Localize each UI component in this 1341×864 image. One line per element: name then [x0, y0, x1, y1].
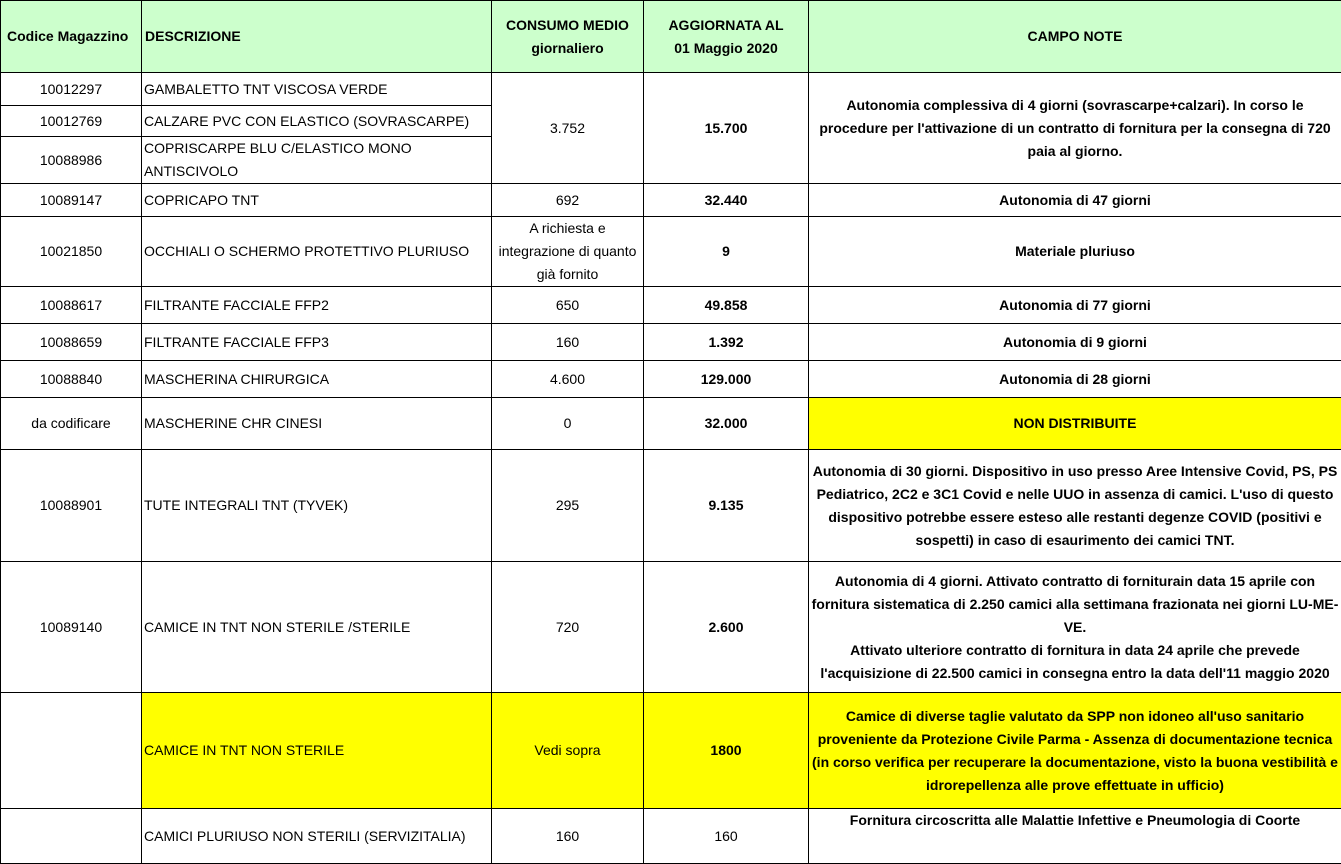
cell-description[interactable]: CAMICE IN TNT NON STERILE /STERILE	[142, 562, 492, 693]
cell-consumption[interactable]: 720	[492, 562, 644, 693]
note-paragraph: Attivato ulteriore contratto di fornitura in data 24 aprile che prevede l'acquisizione di 22.500 camici in consegna entro la data dell'11 maggio 2020	[820, 642, 1329, 681]
cell-note-highlighted[interactable]: NON DISTRIBUITE	[809, 398, 1341, 450]
cell-description[interactable]: COPRISCARPE BLU C/ELASTICO MONO ANTISCIVOLO	[142, 137, 492, 184]
table-row	[1, 73, 1341, 106]
cell-note[interactable]: Autonomia di 28 giorni	[809, 361, 1341, 398]
cell-quantity[interactable]: 2.600	[644, 562, 809, 693]
cell-note[interactable]: Autonomia complessiva di 4 giorni (sovrascarpe+calzari). In corso le procedure per l'attivazione di un contratto di fornitura per la consegna di 720 paia al giorno.	[809, 73, 1341, 184]
cell-description-highlighted[interactable]: CAMICE IN TNT NON STERILE	[142, 693, 492, 809]
cell-code[interactable]: 10088986	[1, 137, 142, 184]
header-consumption[interactable]	[492, 1, 644, 73]
header-notes[interactable]: CAMPO NOTE	[809, 1, 1341, 73]
cell-note-highlighted[interactable]: Camice di diverse taglie valutato da SPP non idoneo all'uso sanitario proveniente da Protezione Civile Parma - Assenza di documentazione tecnica (in corso verifica per recuperare la documentazione, visto la buona vestibilità e idrorepellenza alle prove effettuate in ufficio)	[809, 693, 1341, 809]
cell-quantity-highlighted[interactable]: 1800	[644, 693, 809, 809]
table-row	[1, 324, 1341, 361]
cell-consumption[interactable]: 160	[492, 809, 644, 864]
cell-consumption[interactable]: 160	[492, 324, 644, 361]
cell-consumption[interactable]: A richiesta e integrazione di quanto già fornito	[492, 217, 644, 287]
table-row	[1, 809, 1341, 864]
cell-quantity[interactable]: 32.000	[644, 398, 809, 450]
cell-note[interactable]: Fornitura circoscritta alle Malattie Infettive e Pneumologia di Coorte	[809, 809, 1341, 864]
cell-code[interactable]	[1, 809, 142, 864]
note-paragraph: Autonomia di 4 giorni. Attivato contratto di forniturain data 15 aprile con fornitura sistematica di 2.250 camici alla settimana frazionata nei giorni LU-ME-VE.	[812, 573, 1339, 635]
cell-code[interactable]: 10088659	[1, 324, 142, 361]
cell-note[interactable]	[809, 562, 1341, 693]
table-row	[1, 562, 1341, 693]
header-row	[1, 1, 1341, 73]
cell-consumption[interactable]: 4.600	[492, 361, 644, 398]
cell-code[interactable]	[1, 693, 142, 809]
cell-code[interactable]: 10012769	[1, 106, 142, 137]
cell-description[interactable]: TUTE INTEGRALI TNT (TYVEK)	[142, 450, 492, 562]
cell-code[interactable]: 10088617	[1, 287, 142, 324]
header-consumption-line2: giornaliero	[531, 40, 603, 56]
cell-description[interactable]: OCCHIALI O SCHERMO PROTETTIVO PLURIUSO	[142, 217, 492, 287]
cell-quantity[interactable]: 129.000	[644, 361, 809, 398]
cell-quantity[interactable]: 9.135	[644, 450, 809, 562]
cell-quantity[interactable]: 49.858	[644, 287, 809, 324]
table-row	[1, 361, 1341, 398]
header-updated[interactable]	[644, 1, 809, 73]
cell-code[interactable]: 10012297	[1, 73, 142, 106]
cell-consumption-highlighted[interactable]: Vedi sopra	[492, 693, 644, 809]
cell-quantity[interactable]: 160	[644, 809, 809, 864]
cell-description[interactable]: MASCHERINA CHIRURGICA	[142, 361, 492, 398]
cell-note[interactable]: Autonomia di 9 giorni	[809, 324, 1341, 361]
cell-quantity[interactable]: 9	[644, 217, 809, 287]
table-row	[1, 217, 1341, 287]
cell-code[interactable]: 10021850	[1, 217, 142, 287]
header-updated-line1: AGGIORNATA AL	[668, 17, 783, 33]
cell-consumption[interactable]: 692	[492, 184, 644, 217]
cell-consumption[interactable]: 295	[492, 450, 644, 562]
table-row	[1, 287, 1341, 324]
cell-note[interactable]: Materiale pluriuso	[809, 217, 1341, 287]
table-row	[1, 398, 1341, 450]
header-updated-line2: 01 Maggio 2020	[674, 40, 778, 56]
cell-description[interactable]: CALZARE PVC CON ELASTICO (SOVRASCARPE)	[142, 106, 492, 137]
cell-code[interactable]: 10088901	[1, 450, 142, 562]
cell-quantity[interactable]: 32.440	[644, 184, 809, 217]
table-row	[1, 184, 1341, 217]
cell-quantity[interactable]: 15.700	[644, 73, 809, 184]
cell-consumption[interactable]: 3.752	[492, 73, 644, 184]
cell-quantity[interactable]: 1.392	[644, 324, 809, 361]
cell-description[interactable]: GAMBALETTO TNT VISCOSA VERDE	[142, 73, 492, 106]
cell-description[interactable]: CAMICI PLURIUSO NON STERILI (SERVIZITALIA)	[142, 809, 492, 864]
table-row	[1, 450, 1341, 562]
cell-description[interactable]: FILTRANTE FACCIALE FFP2	[142, 287, 492, 324]
cell-note[interactable]: Autonomia di 30 giorni. Dispositivo in uso presso Aree Intensive Covid, PS, PS Pediatrico, 2C2 e 3C1 Covid e nelle UUO in assenza di camici. L'uso di questo dispositivo potrebbe essere esteso alle restanti degenze COVID (positivi e sospetti) in caso di esaurimento dei camici TNT.	[809, 450, 1341, 562]
table-row	[1, 693, 1341, 809]
cell-note[interactable]: Autonomia di 77 giorni	[809, 287, 1341, 324]
header-description[interactable]: DESCRIZIONE	[142, 1, 492, 73]
cell-description[interactable]: FILTRANTE FACCIALE FFP3	[142, 324, 492, 361]
cell-consumption[interactable]: 0	[492, 398, 644, 450]
header-code[interactable]: Codice Magazzino	[1, 1, 142, 73]
cell-code[interactable]: 10088840	[1, 361, 142, 398]
cell-description[interactable]: MASCHERINE CHR CINESI	[142, 398, 492, 450]
cell-note[interactable]: Autonomia di 47 giorni	[809, 184, 1341, 217]
cell-description[interactable]: COPRICAPO TNT	[142, 184, 492, 217]
cell-code[interactable]: 10089147	[1, 184, 142, 217]
cell-code[interactable]: 10089140	[1, 562, 142, 693]
header-consumption-line1: CONSUMO MEDIO	[506, 17, 629, 33]
cell-code[interactable]: da codificare	[1, 398, 142, 450]
cell-consumption[interactable]: 650	[492, 287, 644, 324]
